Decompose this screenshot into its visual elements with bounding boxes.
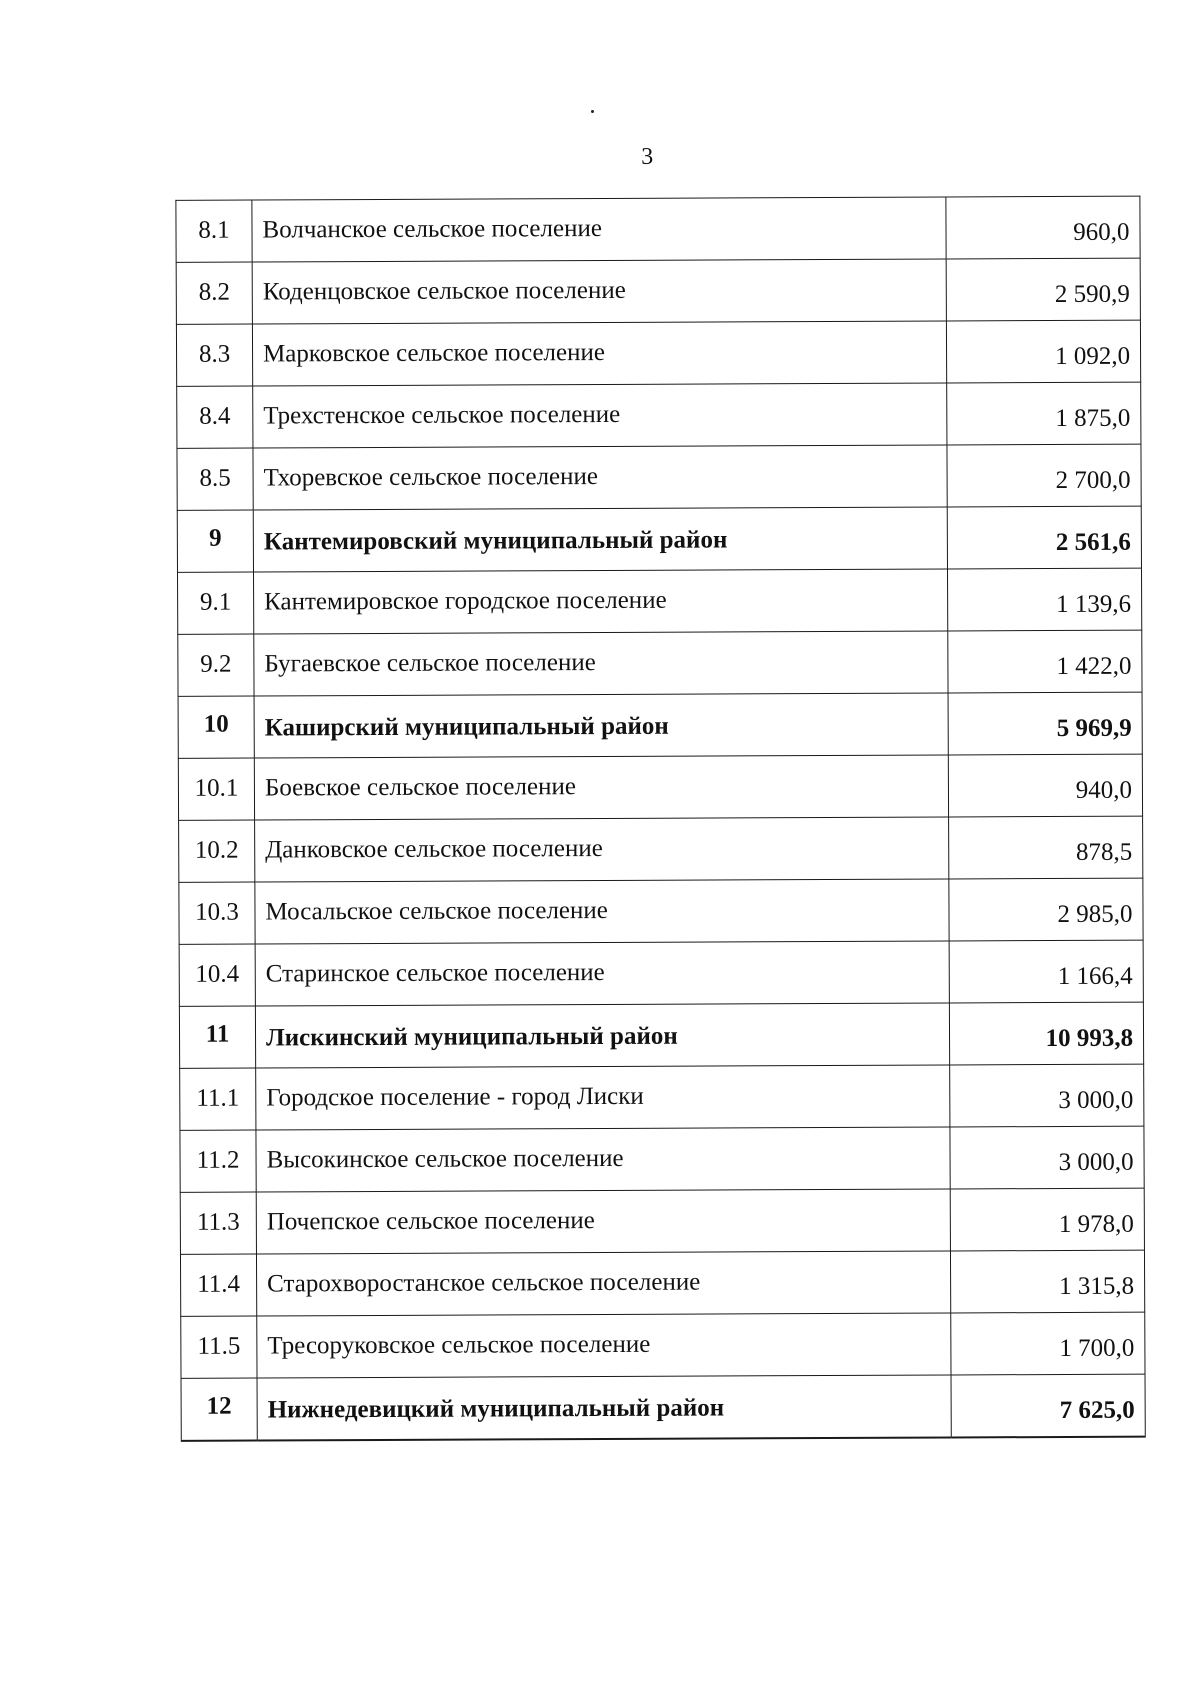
row-value-cell: 1 875,0 [947,382,1141,445]
settlement-row [180,1188,1144,1254]
row-name-cell: Старохворостанское сельское поселение [256,1251,950,1316]
row-value-cell: 1 139,6 [947,568,1141,631]
row-value-cell: 1 978,0 [950,1188,1144,1251]
row-value-cell: 1 092,0 [946,320,1140,383]
row-name-cell: Боевское сельское поселение [254,755,948,820]
row-name-cell: Лискинский муниципальный район [255,1003,949,1068]
row-number-cell: 8.2 [176,262,252,324]
row-number-cell: 11.4 [180,1254,256,1316]
settlement-row [176,196,1140,262]
settlement-row [178,754,1142,820]
settlement-row [180,1064,1144,1130]
row-name-cell: Трехстенское сельское поселение [253,383,947,448]
row-number-cell: 11 [179,1006,255,1068]
row-number-cell: 9 [177,510,253,572]
district-row [178,692,1142,758]
row-number-cell: 12 [181,1378,257,1440]
row-name-cell: Марковское сельское поселение [252,321,946,386]
page-number: 3 [641,143,654,170]
row-value-cell: 2 985,0 [949,878,1143,941]
row-name-cell: Бугаевское сельское поселение [254,631,948,696]
row-number-cell: 11.1 [180,1068,256,1130]
settlement-row [177,444,1141,510]
district-row [179,1002,1143,1068]
settlement-row [179,816,1143,882]
row-value-cell: 7 625,0 [951,1374,1145,1437]
row-name-cell: Тресоруковское сельское поселение [257,1313,951,1378]
settlement-row [178,568,1142,634]
scan-speck [591,110,594,113]
row-number-cell: 10.2 [179,820,255,882]
row-number-cell: 11.2 [180,1130,256,1192]
settlement-row [180,1250,1144,1316]
row-number-cell: 8.1 [176,200,252,262]
settlement-row [180,1126,1144,1192]
settlement-row [178,630,1142,696]
row-name-cell: Каширский муниципальный район [254,693,948,758]
row-name-cell: Высокинское сельское поселение [256,1127,950,1192]
settlement-row [179,940,1143,1006]
row-name-cell: Коденцовское сельское поселение [252,259,946,324]
table-body [176,196,1145,1440]
row-value-cell: 1 166,4 [949,940,1143,1003]
row-name-cell: Тхоревское сельское поселение [253,445,947,510]
row-number-cell: 8.4 [177,386,253,448]
row-number-cell: 11.3 [180,1192,256,1254]
row-value-cell: 2 700,0 [947,444,1141,507]
row-number-cell: 10 [178,696,254,758]
settlement-row [176,320,1140,386]
row-value-cell: 2 561,6 [947,506,1141,569]
row-value-cell: 10 993,8 [949,1002,1143,1065]
row-number-cell: 11.5 [181,1316,257,1378]
row-name-cell: Кантемировское городское поселение [254,569,948,634]
row-value-cell: 3 000,0 [950,1064,1144,1127]
row-value-cell: 960,0 [946,196,1140,259]
row-number-cell: 9.2 [178,634,254,696]
settlement-row [179,878,1143,944]
settlement-row [177,382,1141,448]
settlement-row [181,1312,1145,1378]
row-number-cell: 10.3 [179,882,255,944]
row-value-cell: 3 000,0 [950,1126,1144,1189]
row-number-cell: 9.1 [178,572,254,634]
row-name-cell: Старинское сельское поселение [255,941,949,1006]
row-value-cell: 2 590,9 [946,258,1140,321]
row-number-cell: 10.4 [179,944,255,1006]
row-name-cell: Кантемировский муниципальный район [253,507,947,572]
row-name-cell: Нижнедевицкий муниципальный район [257,1375,951,1440]
row-name-cell: Почепское сельское поселение [256,1189,950,1254]
settlement-row [176,258,1140,324]
row-value-cell: 1 422,0 [948,630,1142,693]
row-name-cell: Мосальское сельское поселение [255,879,949,944]
row-value-cell: 878,5 [949,816,1143,879]
row-number-cell: 8.3 [176,324,252,386]
row-name-cell: Данковское сельское поселение [255,817,949,882]
row-value-cell: 1 700,0 [951,1312,1145,1375]
district-row [177,506,1141,572]
district-row [181,1374,1145,1440]
row-value-cell: 5 969,9 [948,692,1142,755]
row-number-cell: 8.5 [177,448,253,510]
row-number-cell: 10.1 [178,758,254,820]
row-value-cell: 940,0 [948,754,1142,817]
budget-table [175,196,1145,1442]
row-name-cell: Волчанское сельское поселение [252,197,946,262]
row-name-cell: Городское поселение - город Лиски [256,1065,950,1130]
row-value-cell: 1 315,8 [950,1250,1144,1313]
